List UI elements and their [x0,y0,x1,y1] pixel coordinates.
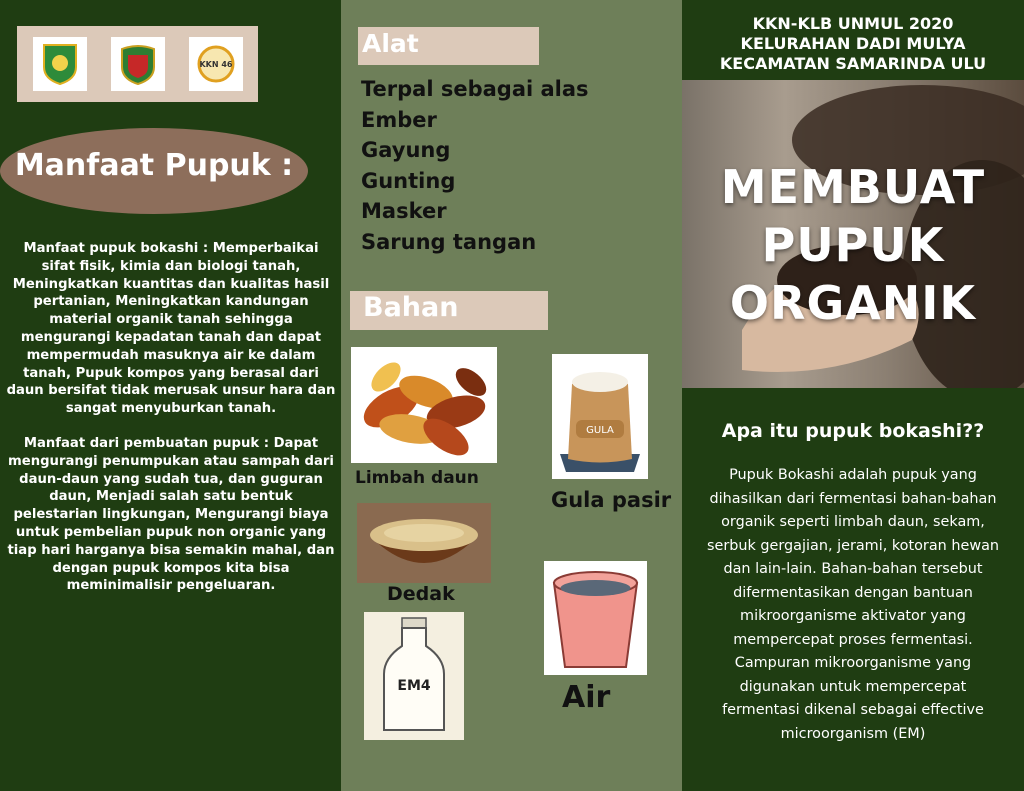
dry-leaves-image [351,347,497,463]
benefits-paragraph-1: Manfaat pupuk bokashi : Memperbaikai sifat fisik, kimia dan biologi tanah, Meningkatkan kuantitas dan kualitas hasil pertanian, Meningkatkan kandungan material organik tanah sehingga mengurangi kepadatan tanah dan dapat mempermudah masuknya air ke dalam tanah, Pupuk kompos yang berasal dari daun bersifat tidak merusak unsur hara dan sangat menyuburkan tanah. [6,241,336,417]
green-shield-logo-icon [33,37,87,91]
kkn-logo-text: KKN 46 [199,60,233,69]
bokashi-question: Apa itu pupuk bokashi?? [721,420,985,442]
benefits-heading-pill [0,128,308,214]
tool-item: Gayung [361,138,451,162]
em4-text: EM4 [397,678,431,694]
benefits-heading: Manfaat Pupuk : [14,148,294,183]
tools-heading: Alat [362,29,419,58]
org-line: KELURAHAN DADI MULYA [740,34,966,53]
soil-hands-photo [682,80,1024,388]
tool-item: Sarung tangan [361,229,537,254]
ingredients-heading-box [350,291,548,330]
organization-header [682,14,1024,74]
tool-item: Ember [361,107,437,132]
sugar-label: Gula pasir [551,488,672,512]
title-line: ORGANIK [729,276,977,330]
org-line: KKN-KLB UNMUL 2020 [752,14,954,33]
logo-strip [17,26,258,102]
title-line: MEMBUAT [720,160,986,214]
tool-item: Masker [361,199,447,223]
tools-heading-box [358,27,539,65]
red-shield-logo-icon [111,37,165,91]
water-bucket-image [544,561,647,675]
benefits-text [6,240,336,612]
title-line: PUPUK [761,218,945,272]
ingredients-heading: Bahan [363,292,459,323]
kkn-logo-icon [189,37,243,91]
tools-list [361,74,589,257]
left-panel [0,0,341,791]
middle-panel [341,0,682,791]
sugar-sack-image [552,354,648,479]
sugar-sack-text: GULA [586,425,614,436]
bran-label: Dedak [387,583,455,605]
bran-bowl-image [357,503,491,583]
water-label: Air [562,680,611,715]
org-line: KECAMATAN SAMARINDA ULU [719,54,987,73]
em4-bottle-image [364,612,464,740]
main-title [682,158,1024,332]
tool-item: Gunting [361,168,456,193]
leaf-waste-label: Limbah daun [355,468,479,488]
tool-item: Terpal sebagai alas [361,77,589,101]
benefits-paragraph-2: Manfaat dari pembuatan pupuk : Dapat mengurangi penumpukan atau sampah dari daun-daun yang sudah tua, dan guguran daun, Menjadi salah satu bentuk pelestarian lingkungan, Mengurangi biaya untuk pembelian pupuk non organic yang tiap hari harganya bisa semakin mahal, dan dengan pupuk kompos kita bisa meminimalisir pengeluaran. [7,435,335,594]
bokashi-definition: Pupuk Bokashi adalah pupuk yang dihasilkan dari fermentasi bahan-bahan organik seperti limbah daun, sekam, serbuk gergajian, jerami, kotoran hewan dan lain-lain. Bahan-bahan tersebut difermentasikan dengan bantuan mikroorganisme aktivator yang mempercepat proses fermentasi. Campuran mikroorganisme yang digunakan untuk mempercepat fermentasi dikenal sebagai effective microorganism (EM) [706,467,1000,742]
right-panel [682,0,1024,791]
